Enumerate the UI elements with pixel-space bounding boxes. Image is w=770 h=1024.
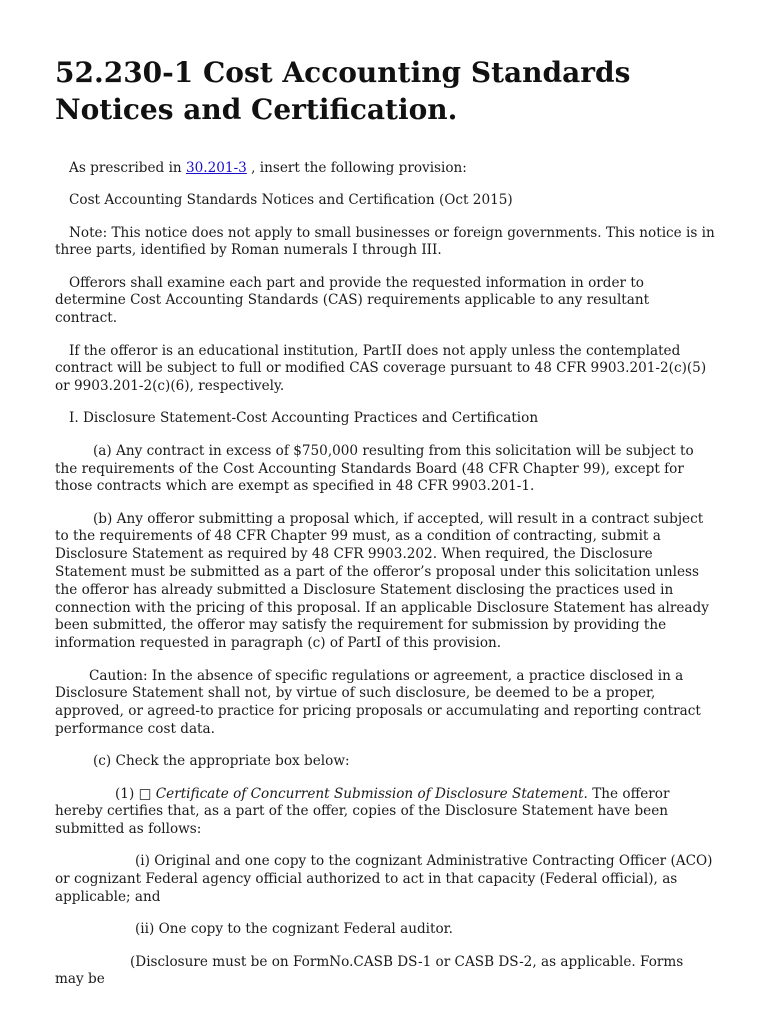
provision-title: Cost Accounting Standards Notices and Certification (Oct 2015): [69, 192, 513, 209]
item-1-text: The offeror hereby certifies that, as a part of the offer, copies of the Disclosure Statement have been submitted as follows:: [55, 785, 670, 838]
item-1-paragraph: [55, 786, 715, 839]
intro-paragraph: [55, 160, 715, 178]
offerors-paragraph: Offerors shall examine each part and provide the requested information in order to determine Cost Accounting Standards (CAS) requirements applicable to any resultant contract.: [55, 274, 650, 327]
part-i-heading: I. Disclosure Statement-Cost Accounting Practices and Certification: [69, 410, 539, 427]
item-i-paragraph: (i) Original and one copy to the cognizant Administrative Contracting Officer (ACO) or cognizant Federal agency official authorized to act in that capacity (Federal official), as applicable; and: [55, 853, 713, 905]
note-paragraph: Note: This notice does not apply to small businesses or foreign governments. This notice is in three parts, identified by Roman numerals I through III.: [55, 224, 715, 259]
paragraph-a: (a) Any contract in excess of $750,000 resulting from this solicitation will be subject to the requirements of the Cost Accounting Standards Board (48 CFR Chapter 99), except for those contracts which are exempt as specified in 48 CFR 9903.201-1.: [55, 442, 694, 495]
intro-suffix: , insert the following provision:: [251, 160, 467, 176]
item-1-prefix: (1) □: [115, 785, 152, 802]
item-ii-paragraph: (ii) One copy to the cognizant Federal auditor.: [135, 921, 453, 938]
paragraph-b: (b) Any offeror submitting a proposal which, if accepted, will result in a contract subject to the requirements of 48 CFR Chapter 99 must, as a condition of contracting, submit a Disclosure Statement as required by 48 CFR 9903.202. When required, the Disclosure Statement must be submitted as a part of the offeror’s proposal under this solicitation unless the offeror has already submitted a Disclosure Statement disclosing the practices used in connection with the pricing of this proposal. If an applicable Disclosure Statement has already been submitted, the offeror may satisfy the requirement for submission by providing the information requested in paragraph (c) of PartI of this provision.: [55, 510, 709, 652]
intro-prefix: As prescribed in: [69, 160, 182, 176]
caution-paragraph: Caution: In the absence of specific regulations or agreement, a practice disclosed in a Disclosure Statement shall not, by virtue of such disclosure, be deemed to be a proper, approved, or agreed-to practice for pricing proposals or accumulating and reporting contract performance cost data.: [55, 667, 701, 737]
educational-paragraph: If the offeror is an educational institution, PartII does not apply unless the contemplated contract will be subject to full or modified CAS coverage pursuant to 48 CFR 9903.201-2(c)(5) or 9903.201-2(c)(6), respectively.: [55, 342, 707, 395]
reference-link-30-201-3[interactable]: 30.201-3: [186, 160, 247, 176]
item-1-italic-title: Certificate of Concurrent Submission of Disclosure Statement.: [155, 785, 588, 802]
disclosure-form-paragraph: (Disclosure must be on FormNo.CASB DS-1 or CASB DS-2, as applicable. Forms may be: [55, 953, 684, 988]
paragraph-c: (c) Check the appropriate box below:: [93, 753, 350, 770]
page-title: 52.230-1 Cost Accounting Standards Notices and Certification.: [55, 56, 631, 126]
